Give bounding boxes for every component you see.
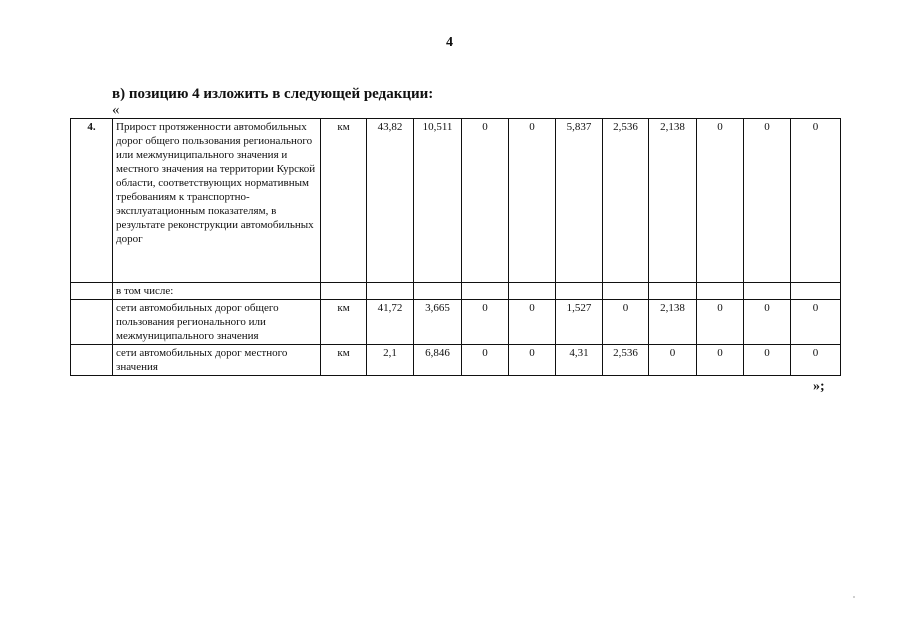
value-cell: 2,536 [603,119,649,283]
value-cell: 0 [509,345,556,376]
value-cell: 5,837 [556,119,603,283]
indicator-name: в том числе: [113,283,321,300]
unit-cell: км [321,345,367,376]
closing-quote: »; [813,379,825,394]
unit-cell [321,283,367,300]
row-number [71,345,113,376]
value-cell: 0 [462,119,509,283]
value-cell [744,283,791,300]
indicator-name: сети автомобильных дорог общего пользования регионального или межмуниципального значения [113,300,321,345]
value-cell: 6,846 [414,345,462,376]
value-cell [509,283,556,300]
value-cell [649,283,697,300]
value-cell: 0 [509,300,556,345]
table-row [71,283,841,300]
value-cell: 41,72 [367,300,414,345]
value-cell: 0 [697,119,744,283]
table-row [71,119,841,283]
value-cell [367,283,414,300]
value-cell: 0 [462,300,509,345]
value-cell: 4,31 [556,345,603,376]
value-cell: 0 [791,300,841,345]
value-cell: 2,138 [649,119,697,283]
value-cell [462,283,509,300]
value-cell [556,283,603,300]
value-cell: 2,1 [367,345,414,376]
unit-cell: км [321,119,367,283]
table-row [71,300,841,345]
value-cell: 0 [697,345,744,376]
value-cell: 0 [744,119,791,283]
value-cell: 1,527 [556,300,603,345]
indicator-name: Прирост протяженности автомобильных дорог общего пользования регионального или межмуниципального значения и местного значения на территории Курской области, соответствующих нормативным требованиям к транспортно-эксплуатационным показателям, в результате реконструкции автомобильных дорог [113,119,321,283]
value-cell: 0 [791,345,841,376]
table-row [71,345,841,376]
scan-artifact [853,596,855,598]
value-cell: 10,511 [414,119,462,283]
value-cell: 0 [649,345,697,376]
value-cell [791,283,841,300]
value-cell: 2,536 [603,345,649,376]
page-number: 4 [446,35,453,50]
unit-cell: км [321,300,367,345]
amendment-instruction: в) позицию 4 изложить в следующей редакции: [112,86,434,102]
value-cell: 0 [697,300,744,345]
value-cell [603,283,649,300]
value-cell: 0 [462,345,509,376]
value-cell: 3,665 [414,300,462,345]
value-cell: 43,82 [367,119,414,283]
indicators-table [70,118,841,376]
row-number [71,283,113,300]
value-cell: 0 [603,300,649,345]
opening-quote: « [112,102,120,118]
indicator-name: сети автомобильных дорог местного значения [113,345,321,376]
value-cell: 0 [509,119,556,283]
value-cell: 0 [791,119,841,283]
row-number [71,300,113,345]
value-cell [414,283,462,300]
value-cell: 0 [744,345,791,376]
row-number: 4. [71,119,113,283]
value-cell: 0 [744,300,791,345]
value-cell: 2,138 [649,300,697,345]
value-cell [697,283,744,300]
